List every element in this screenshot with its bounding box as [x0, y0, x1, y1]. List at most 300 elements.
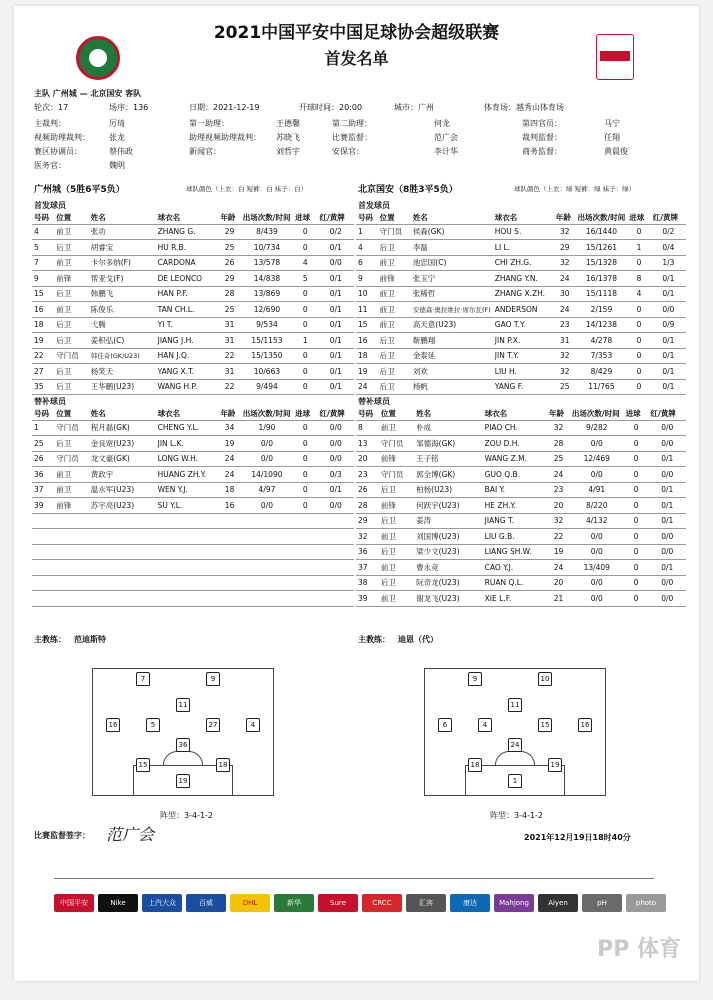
away-formation-pitch — [424, 668, 606, 796]
player-shirt-icon: 15 — [538, 718, 552, 732]
player-cell: 后卫 — [378, 364, 411, 380]
player-cell: 后卫 — [378, 348, 411, 364]
player-cell: 12/690 — [241, 302, 293, 318]
player-shirt-icon: 11 — [176, 698, 190, 712]
player-cell: 16 — [218, 498, 240, 514]
player-cell: 0/3 — [317, 467, 354, 483]
matchup: 主队 广州城 — 北京国安 客队 — [34, 89, 142, 98]
sign-datetime: 2021年12月19日18时40分 — [524, 833, 631, 842]
supervisor-label: 比赛监督： — [332, 133, 372, 142]
watermark: PP 体育 — [597, 937, 681, 962]
player-row — [32, 420, 354, 436]
player-row — [356, 513, 686, 529]
column-header: 号码 — [356, 212, 378, 224]
referee-label: 主裁判： — [34, 119, 66, 128]
home-coach-label: 主教练： — [34, 635, 66, 644]
player-cell: 后卫 — [54, 317, 88, 333]
player-cell: 32 — [547, 513, 570, 529]
player-cell: 31 — [218, 364, 240, 380]
player-cell: 34 — [218, 420, 240, 436]
player-cell: 9/494 — [241, 379, 293, 395]
date: 日期：2021-12-19 — [189, 103, 260, 112]
column-header: 位置 — [378, 212, 411, 224]
player-cell: HU R.B. — [156, 240, 219, 256]
player-cell: WANG Z.M. — [483, 451, 547, 467]
home-subs-table — [32, 408, 354, 607]
player-cell: 0/1 — [317, 333, 354, 349]
player-cell: 0/0 — [317, 451, 354, 467]
empty-row — [32, 544, 354, 560]
player-shirt-icon: 4 — [246, 718, 260, 732]
sponsor-logo: 康达 — [450, 894, 490, 912]
empty-row — [32, 529, 354, 545]
player-row — [356, 364, 686, 380]
player-shirt-icon: 16 — [578, 718, 592, 732]
player-cell: 1 — [356, 224, 378, 240]
player-cell: 后卫 — [378, 379, 411, 395]
lineup-sheet — [14, 6, 699, 981]
player-cell: 韩佳奇(GK/U23) — [89, 348, 156, 364]
player-cell: 37 — [356, 560, 379, 576]
player-cell: 郭全博(GK) — [414, 467, 483, 483]
player-cell: 14/1090 — [241, 467, 293, 483]
ref-obs-label: 裁判监督： — [522, 133, 562, 142]
player-cell: 20 — [356, 451, 379, 467]
player-cell: 0 — [293, 348, 317, 364]
player-cell: 池忠国(C) — [411, 255, 493, 271]
column-header: 红/黄牌 — [317, 408, 354, 420]
player-cell: 0/1 — [317, 271, 354, 287]
player-cell: 前卫 — [54, 482, 88, 498]
player-cell: 25 — [547, 451, 570, 467]
player-cell: 0 — [624, 529, 649, 545]
player-cell: 31 — [554, 333, 576, 349]
player-cell: 0/0 — [649, 591, 686, 607]
player-cell: 0/0 — [570, 436, 624, 452]
player-cell: 帮亚戈(F) — [89, 271, 156, 287]
player-cell: 1 — [293, 333, 317, 349]
player-cell: 守门员 — [379, 436, 414, 452]
column-header: 年龄 — [218, 408, 240, 420]
player-cell: 0 — [624, 482, 649, 498]
column-header: 球衣名 — [493, 212, 554, 224]
home-kit: 球队颜色（上衣：白 短裤：白 袜子：白） — [186, 185, 308, 193]
sponsor-logo: Nike — [98, 894, 138, 912]
player-cell: ZOU D.H. — [483, 436, 547, 452]
player-row — [356, 379, 686, 395]
player-cell: 13/578 — [241, 255, 293, 271]
sponsor-logo: 汇宾 — [406, 894, 446, 912]
player-cell: 后卫 — [378, 240, 411, 256]
player-shirt-icon: 10 — [538, 672, 552, 686]
player-cell: 8 — [627, 271, 650, 287]
player-cell: 31 — [218, 333, 240, 349]
player-cell: 后卫 — [379, 513, 414, 529]
player-cell: LI L. — [493, 240, 554, 256]
player-cell: 守门员 — [54, 420, 88, 436]
player-cell: 8/439 — [241, 224, 293, 240]
player-shirt-icon: 6 — [438, 718, 452, 732]
player-cell: 0 — [627, 224, 650, 240]
player-cell: 刘国博(U23) — [414, 529, 483, 545]
player-cell: 0/0 — [570, 591, 624, 607]
player-cell: 0/1 — [651, 271, 686, 287]
player-shirt-icon: 16 — [106, 718, 120, 732]
player-cell: 李磊 — [411, 240, 493, 256]
player-row — [356, 436, 686, 452]
player-cell: 25 — [218, 302, 240, 318]
player-row — [356, 560, 686, 576]
player-cell: 15/1153 — [241, 333, 293, 349]
player-cell: 4/91 — [570, 482, 624, 498]
coord: 蔡伟政 — [109, 147, 133, 156]
player-cell: 26 — [356, 482, 379, 498]
player-cell: 0/4 — [651, 240, 686, 256]
player-cell: 黄政宇 — [89, 467, 156, 483]
player-cell: 0 — [624, 560, 649, 576]
player-cell: 18 — [32, 317, 54, 333]
player-shirt-icon: 19 — [176, 774, 190, 788]
fourth-label: 第四官员： — [522, 119, 562, 128]
player-cell: 25 — [32, 436, 54, 452]
player-cell: 0/1 — [651, 348, 686, 364]
player-cell: 后卫 — [379, 544, 414, 560]
player-row — [356, 575, 686, 591]
signature: 范广会 — [106, 825, 155, 844]
column-header: 位置 — [54, 408, 88, 420]
sponsor-logo: 新华 — [274, 894, 314, 912]
player-cell: 15 — [32, 286, 54, 302]
column-header: 球衣名 — [483, 408, 547, 420]
medical: 魏明 — [109, 161, 125, 170]
player-cell: 前卫 — [379, 591, 414, 607]
player-cell: 32 — [554, 364, 576, 380]
player-shirt-icon: 24 — [508, 738, 522, 752]
player-cell: BAI Y. — [483, 482, 547, 498]
player-cell: 0 — [627, 302, 650, 318]
player-cell: 9/282 — [570, 420, 624, 436]
player-cell: 0 — [293, 302, 317, 318]
var-label: 视频助理裁判： — [34, 133, 90, 142]
away-starters-label: 首发球员 — [358, 201, 390, 210]
player-cell: 1 — [32, 420, 54, 436]
column-header: 姓名 — [89, 212, 156, 224]
player-cell: 0 — [627, 364, 650, 380]
home-formation-pitch — [92, 668, 274, 796]
player-cell: 29 — [218, 271, 240, 287]
player-cell: 4/97 — [241, 482, 293, 498]
player-cell: 15 — [356, 317, 378, 333]
player-cell: RUAN Q.L. — [483, 575, 547, 591]
player-cell: 0 — [624, 591, 649, 607]
column-header: 进球 — [293, 408, 317, 420]
player-cell: 22 — [218, 379, 240, 395]
player-cell: 0/0 — [317, 255, 354, 271]
player-cell: 守门员 — [54, 451, 88, 467]
player-cell: 28 — [547, 436, 570, 452]
player-cell: 24 — [554, 271, 576, 287]
player-cell: 前卫 — [378, 302, 411, 318]
player-cell: 0 — [627, 348, 650, 364]
player-row — [356, 348, 686, 364]
player-cell: 16/1440 — [576, 224, 628, 240]
sponsor-logo: pH — [582, 894, 622, 912]
player-cell: 0/0 — [649, 467, 686, 483]
player-cell: 5 — [32, 240, 54, 256]
player-cell: 0/1 — [649, 513, 686, 529]
player-cell: 卡尔多纳(F) — [89, 255, 156, 271]
player-cell: 10/734 — [241, 240, 293, 256]
player-cell: 26 — [32, 451, 54, 467]
player-cell: 0/0 — [570, 575, 624, 591]
player-cell: 朴成 — [414, 420, 483, 436]
column-header: 进球 — [627, 212, 650, 224]
player-cell: 32 — [547, 420, 570, 436]
player-cell: 29 — [356, 513, 379, 529]
player-shirt-icon: 9 — [468, 672, 482, 686]
player-cell: 程月磊(GK) — [89, 420, 156, 436]
player-cell: 0 — [293, 420, 317, 436]
player-cell: 20 — [547, 575, 570, 591]
player-cell: 0/0 — [317, 498, 354, 514]
player-cell: 19 — [356, 364, 378, 380]
player-cell: 22 — [32, 348, 54, 364]
player-shirt-icon: 1 — [508, 774, 522, 788]
player-cell: 27 — [32, 364, 54, 380]
player-cell: 前锋 — [378, 271, 411, 287]
player-cell: 守门员 — [379, 467, 414, 483]
player-row — [356, 240, 686, 256]
player-cell: 0 — [293, 240, 317, 256]
player-cell: 5 — [293, 271, 317, 287]
column-header: 年龄 — [547, 408, 570, 420]
var: 张龙 — [109, 133, 125, 142]
press-label: 新闻官： — [189, 147, 221, 156]
player-cell: 0/1 — [317, 364, 354, 380]
player-cell: 24 — [356, 379, 378, 395]
empty-row — [32, 575, 354, 591]
player-shirt-icon: 18 — [216, 758, 230, 772]
player-cell: YANG F. — [493, 379, 554, 395]
player-shirt-icon: 18 — [468, 758, 482, 772]
player-cell: YI T. — [156, 317, 219, 333]
player-cell: 0 — [624, 513, 649, 529]
player-cell: 32 — [356, 529, 379, 545]
sponsor-logo: Mahjong — [494, 894, 534, 912]
player-cell: 后卫 — [378, 333, 411, 349]
player-cell: 24 — [218, 467, 240, 483]
player-cell: 0/0 — [570, 467, 624, 483]
player-cell: ZHANG X.ZH. — [493, 286, 554, 302]
player-cell: 0/0 — [651, 302, 686, 318]
player-cell: 37 — [32, 482, 54, 498]
player-cell: 0 — [293, 379, 317, 395]
press: 刘哲宇 — [276, 147, 300, 156]
player-cell: 0 — [293, 467, 317, 483]
player-cell: 胡睿宝 — [89, 240, 156, 256]
home-formation: 阵型：3-4-1-2 — [160, 811, 214, 820]
player-cell: 张功 — [89, 224, 156, 240]
player-cell: 35 — [32, 379, 54, 395]
player-cell: JIN L.K. — [156, 436, 219, 452]
column-header: 号码 — [32, 212, 54, 224]
player-cell: 4/278 — [576, 333, 628, 349]
player-cell: 0 — [627, 317, 650, 333]
player-cell: CARDONA — [156, 255, 219, 271]
away-coach: 迪恩（代） — [398, 635, 438, 644]
player-cell: 陈俊乐 — [89, 302, 156, 318]
ar2-label: 第二助理： — [332, 119, 372, 128]
player-cell: 0/0 — [649, 544, 686, 560]
player-cell: 25 — [218, 240, 240, 256]
player-cell: HAN P.F. — [156, 286, 219, 302]
player-cell: 26 — [218, 255, 240, 271]
player-cell: 0 — [627, 333, 650, 349]
ar1: 王德馨 — [276, 119, 300, 128]
player-cell: 38 — [356, 575, 379, 591]
player-cell: 2/159 — [576, 302, 628, 318]
player-cell: JIN T.Y. — [493, 348, 554, 364]
player-cell: JIANG J.H. — [156, 333, 219, 349]
column-header: 球衣名 — [156, 212, 219, 224]
column-header: 出场次数/时间 — [570, 408, 624, 420]
column-header: 姓名 — [89, 408, 156, 420]
home-subs-label: 替补球员 — [34, 397, 66, 406]
player-cell: 后卫 — [54, 333, 88, 349]
away-starters-table — [356, 212, 686, 395]
player-cell: 0/1 — [317, 286, 354, 302]
column-header: 位置 — [379, 408, 414, 420]
player-cell: CAO Y.J. — [483, 560, 547, 576]
away-subs-label: 替补球员 — [358, 397, 390, 406]
player-cell: CHI ZH.G. — [493, 255, 554, 271]
player-cell: 36 — [356, 544, 379, 560]
player-cell: 温永军(U23) — [89, 482, 156, 498]
player-cell: 靳鹏翔 — [411, 333, 493, 349]
player-cell: 前卫 — [378, 255, 411, 271]
player-row — [356, 544, 686, 560]
player-cell: 28 — [218, 286, 240, 302]
home-starters-table — [32, 212, 354, 395]
home-starters-label: 首发球员 — [34, 201, 66, 210]
column-header: 出场次数/时间 — [241, 212, 293, 224]
player-cell: 22 — [547, 529, 570, 545]
player-row — [356, 302, 686, 318]
player-cell: TAN CH.L. — [156, 302, 219, 318]
player-cell: WANG H.P. — [156, 379, 219, 395]
venue: 体育场：越秀山体育场 — [484, 103, 564, 112]
page-subtitle: 首发名单 — [324, 49, 389, 68]
player-cell: 4 — [32, 224, 54, 240]
player-cell: 0 — [624, 436, 649, 452]
player-cell: 18 — [356, 348, 378, 364]
empty-row — [32, 591, 354, 607]
player-cell: 0/1 — [649, 451, 686, 467]
player-row — [32, 379, 354, 395]
player-cell: 0 — [624, 575, 649, 591]
player-cell: 后卫 — [379, 482, 414, 498]
sponsor-logo: DHL — [230, 894, 270, 912]
player-cell: 18 — [218, 482, 240, 498]
empty-row — [32, 513, 354, 529]
player-cell: 0/1 — [317, 240, 354, 256]
column-header: 年龄 — [554, 212, 576, 224]
player-cell: 28 — [356, 498, 379, 514]
player-cell: 0/0 — [241, 436, 293, 452]
player-cell: 1/90 — [241, 420, 293, 436]
round: 轮次：17 — [34, 103, 69, 112]
player-cell: 13/409 — [570, 560, 624, 576]
page-title: 2021中国平安中国足球协会超级联赛 — [213, 23, 500, 43]
sponsor-logo: CRCC — [362, 894, 402, 912]
player-cell: 梁少文(U23) — [414, 544, 483, 560]
player-cell: 侯森(GK) — [411, 224, 493, 240]
player-cell: 后卫 — [54, 379, 88, 395]
player-cell: 0/1 — [317, 348, 354, 364]
player-cell: HAN J.Q. — [156, 348, 219, 364]
sponsor-logo: photo — [626, 894, 666, 912]
player-cell: 15/1118 — [576, 286, 628, 302]
player-cell: 前卫 — [54, 255, 88, 271]
player-cell: 14/1238 — [576, 317, 628, 333]
player-cell: 谢龙飞(U23) — [414, 591, 483, 607]
player-cell: 韩鹏飞 — [89, 286, 156, 302]
player-row — [32, 436, 354, 452]
player-row — [32, 240, 354, 256]
player-row — [356, 420, 686, 436]
player-cell: 0/1 — [649, 560, 686, 576]
city: 城市：广州 — [394, 103, 434, 112]
player-cell: 0/1 — [317, 379, 354, 395]
player-cell: 4 — [356, 240, 378, 256]
player-cell: 0 — [624, 498, 649, 514]
player-cell: 杨笑天 — [89, 364, 156, 380]
player-cell: 0/0 — [241, 498, 293, 514]
player-cell: GAO T.Y. — [493, 317, 554, 333]
column-header: 年龄 — [218, 212, 240, 224]
player-shirt-icon: 11 — [508, 698, 522, 712]
player-cell: 守门员 — [378, 224, 411, 240]
player-cell: SU Y.L. — [156, 498, 219, 514]
player-row — [32, 498, 354, 514]
player-row — [32, 467, 354, 483]
player-cell: LIANG SH.W. — [483, 544, 547, 560]
player-cell: 13 — [356, 436, 379, 452]
player-cell: 16 — [32, 302, 54, 318]
player-cell: 8/220 — [570, 498, 624, 514]
player-cell: 15/1261 — [576, 240, 628, 256]
player-cell: 21 — [547, 591, 570, 607]
player-cell: 23 — [356, 467, 379, 483]
player-cell: 姜积弘(C) — [89, 333, 156, 349]
player-cell: 10/663 — [241, 364, 293, 380]
player-cell: 金泰延 — [411, 348, 493, 364]
player-cell: 0/0 — [570, 544, 624, 560]
player-cell: 4 — [627, 286, 650, 302]
referee: 厉琦 — [109, 119, 125, 128]
player-cell: 10 — [356, 286, 378, 302]
player-cell: 0/1 — [651, 379, 686, 395]
player-shirt-icon: 19 — [548, 758, 562, 772]
player-cell: 0 — [293, 317, 317, 333]
fourth: 马宁 — [604, 119, 620, 128]
player-cell: 邹德海(GK) — [414, 436, 483, 452]
column-header: 进球 — [293, 212, 317, 224]
player-cell: 阮奇龙(U23) — [414, 575, 483, 591]
player-cell: 16 — [356, 333, 378, 349]
avar: 苏晓飞 — [276, 133, 300, 142]
coord-label: 赛区协调员： — [34, 147, 82, 156]
